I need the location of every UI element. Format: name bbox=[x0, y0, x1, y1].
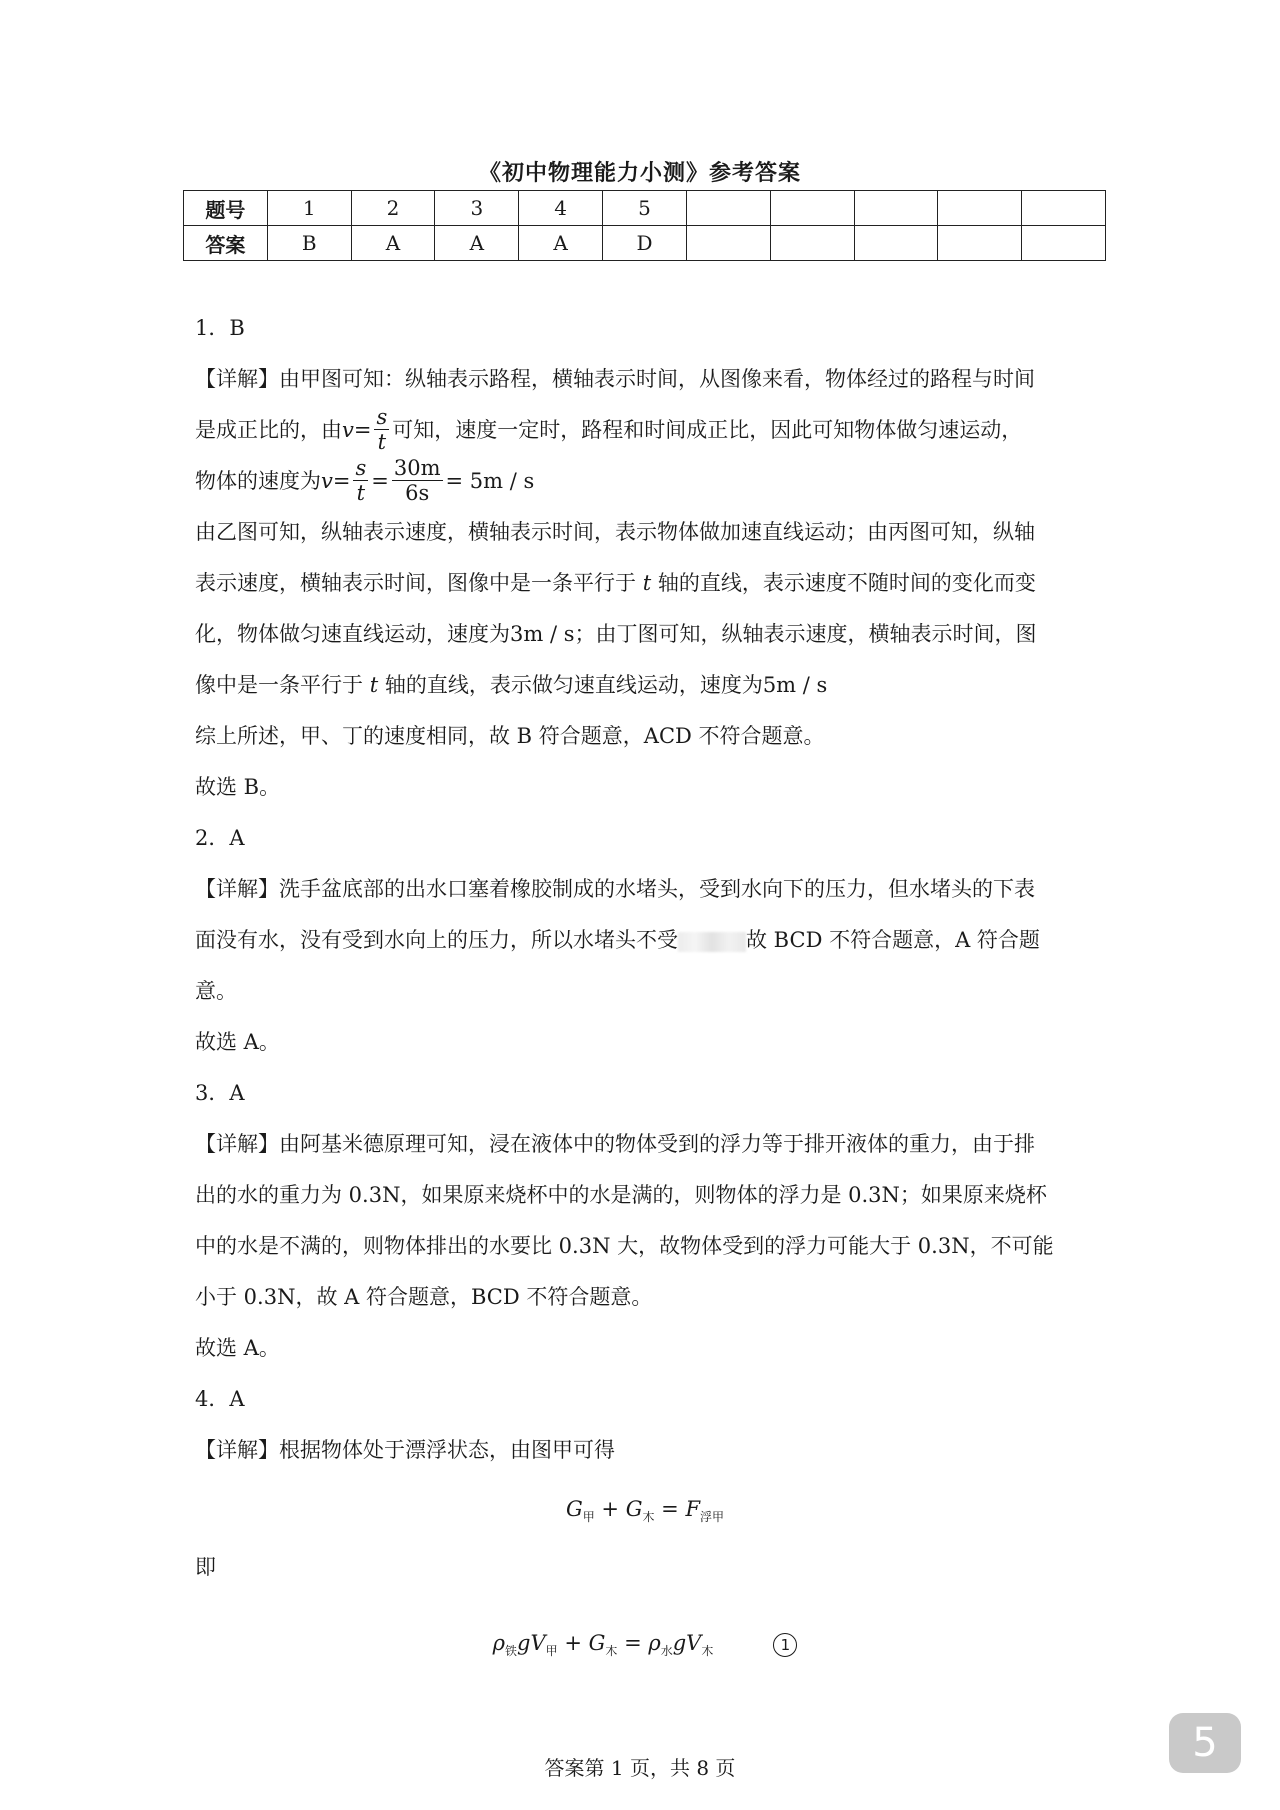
text-segment: 可知，速度一定时，路程和时间成正比，因此可知物体做匀速运动， bbox=[392, 418, 1023, 442]
equation-buoyancy-2 bbox=[195, 1593, 1095, 1693]
fraction-30m-over-6s bbox=[392, 456, 443, 505]
text-segment: 像中是一条平行于 bbox=[195, 673, 363, 697]
q3-detail-line: 【详解】由阿基米德原理可知，浸在液体中的物体受到的浮力等于排开液体的重力，由于排 bbox=[195, 1132, 1035, 1156]
table-cell bbox=[938, 226, 1022, 261]
table-cell: A bbox=[435, 226, 519, 261]
table-row bbox=[184, 191, 1106, 226]
table-header-number: 题号 bbox=[184, 191, 268, 226]
table-cell bbox=[854, 226, 938, 261]
table-cell: 5 bbox=[603, 191, 687, 226]
denominator: 6s bbox=[405, 481, 430, 505]
q4-text-ji: 即 bbox=[195, 1555, 216, 1579]
var-G: G bbox=[625, 1497, 643, 1521]
subscript: 甲 bbox=[582, 1510, 595, 1525]
q3-heading: 3．A bbox=[195, 1081, 245, 1105]
subscript: 木 bbox=[605, 1644, 618, 1659]
plus-sign: + bbox=[557, 1631, 589, 1655]
var-g: g bbox=[672, 1631, 687, 1655]
denominator: t bbox=[377, 430, 387, 454]
text-segment: 是成正比的，由 bbox=[195, 418, 342, 442]
table-cell bbox=[686, 226, 770, 261]
q3-detail-line: 小于 0.3N，故 A 符合题意，BCD 不符合题意。 bbox=[195, 1285, 653, 1309]
fraction-s-over-t bbox=[353, 456, 368, 505]
text-segment: 表示速度，横轴表示时间，图像中是一条平行于 bbox=[195, 571, 636, 595]
table-cell: A bbox=[519, 226, 603, 261]
text-segment: = 5m / s bbox=[445, 469, 535, 493]
plus-sign: + bbox=[594, 1497, 626, 1521]
q3-detail-line: 中的水是不满的，则物体排出的水要比 0.3N 大，故物体受到的浮力可能大于 0.3N，不可能 bbox=[195, 1234, 1054, 1258]
var-F: F bbox=[685, 1497, 701, 1521]
q1-detail-line bbox=[195, 558, 1095, 609]
answer-body bbox=[195, 303, 1095, 1693]
table-cell bbox=[770, 226, 854, 261]
text-segment: 面没有水，没有受到水向上的压力，所以水堵头不受 bbox=[195, 928, 678, 952]
equals-sign: = bbox=[353, 418, 372, 442]
table-cell bbox=[854, 191, 938, 226]
table-cell: 4 bbox=[519, 191, 603, 226]
q1-detail-line: 化，物体做匀速直线运动，速度为3m / s；由丁图可知，纵轴表示速度，横轴表示时间，图 bbox=[195, 622, 1037, 646]
q1-detail-line: 【详解】由甲图可知：纵轴表示路程，横轴表示时间，从图像来看，物体经过的路程与时间 bbox=[195, 367, 1035, 391]
var-rho: ρ bbox=[648, 1631, 661, 1655]
var-G: G bbox=[588, 1631, 606, 1655]
page-number-badge: 5 bbox=[1169, 1713, 1241, 1773]
q2-heading: 2．A bbox=[195, 826, 245, 850]
q2-detail-line bbox=[195, 915, 1095, 966]
q2-conclusion: 故选 A。 bbox=[195, 1030, 280, 1054]
q1-detail-line bbox=[195, 456, 1095, 507]
text-segment: 轴的直线，表示做匀速直线运动，速度为5m / s bbox=[384, 673, 828, 697]
text-segment: 故 BCD 不符合题意，A 符合题 bbox=[746, 928, 1040, 952]
page-footer: 答案第 1 页，共 8 页 bbox=[544, 1756, 736, 1780]
equals-sign: = bbox=[371, 469, 389, 493]
table-cell: 1 bbox=[267, 191, 351, 226]
q1-detail-line bbox=[195, 660, 1095, 711]
table-cell: D bbox=[603, 226, 687, 261]
q3-detail-line: 出的水的重力为 0.3N，如果原来烧杯中的水是满的，则物体的浮力是 0.3N；如果原来烧杯 bbox=[195, 1183, 1047, 1207]
table-cell: 2 bbox=[351, 191, 435, 226]
table-row bbox=[184, 226, 1106, 261]
var-rho: ρ bbox=[492, 1631, 505, 1655]
var-G: G bbox=[565, 1497, 583, 1521]
table-cell bbox=[686, 191, 770, 226]
q3-conclusion: 故选 A。 bbox=[195, 1336, 280, 1360]
q1-detail-line: 综上所述，甲、丁的速度相同，故 B 符合题意，ACD 不符合题意。 bbox=[195, 724, 825, 748]
var-V: V bbox=[686, 1631, 702, 1655]
q4-heading: 4．A bbox=[195, 1387, 245, 1411]
obscured-text bbox=[678, 932, 746, 952]
text-segment: 轴的直线，表示速度不随时间的变化而变 bbox=[657, 571, 1036, 595]
table-cell: B bbox=[267, 226, 351, 261]
q1-conclusion: 故选 B。 bbox=[195, 775, 281, 799]
numerator: s bbox=[376, 405, 388, 429]
q1-detail-line bbox=[195, 405, 1095, 456]
answer-table bbox=[183, 190, 1106, 261]
var-v: v bbox=[321, 469, 333, 493]
numerator: 30m bbox=[393, 456, 441, 480]
var-t: t bbox=[642, 571, 652, 595]
subscript: 水 bbox=[660, 1644, 673, 1659]
table-header-answer: 答案 bbox=[184, 226, 268, 261]
equals-sign: = bbox=[654, 1497, 686, 1521]
var-v: v bbox=[342, 418, 354, 442]
subscript: 浮甲 bbox=[700, 1510, 725, 1525]
q2-detail-line: 意。 bbox=[195, 979, 237, 1003]
equation-number-marker: 1 bbox=[773, 1633, 797, 1657]
fraction-s-over-t bbox=[374, 405, 389, 454]
table-cell: 3 bbox=[435, 191, 519, 226]
table-cell bbox=[1022, 226, 1106, 261]
var-t: t bbox=[369, 673, 379, 697]
q2-detail-line: 【详解】洗手盆底部的出水口塞着橡胶制成的水堵头，受到水向下的压力，但水堵头的下表 bbox=[195, 877, 1035, 901]
page-title: 《初中物理能力小测》参考答案 bbox=[478, 160, 801, 186]
table-cell bbox=[938, 191, 1022, 226]
equals-sign: = bbox=[332, 469, 351, 493]
var-V: V bbox=[530, 1631, 546, 1655]
table-cell bbox=[770, 191, 854, 226]
q4-detail-line: 【详解】根据物体处于漂浮状态，由图甲可得 bbox=[195, 1438, 615, 1462]
q1-detail-line: 由乙图可知，纵轴表示速度，横轴表示时间，表示物体做加速直线运动；由丙图可知，纵轴 bbox=[195, 520, 1035, 544]
subscript: 铁 bbox=[504, 1644, 517, 1659]
table-cell bbox=[1022, 191, 1106, 226]
subscript: 木 bbox=[642, 1510, 655, 1525]
subscript: 木 bbox=[701, 1644, 714, 1659]
text-segment: 物体的速度为 bbox=[195, 469, 321, 493]
table-cell: A bbox=[351, 226, 435, 261]
subscript: 甲 bbox=[545, 1644, 558, 1659]
denominator: t bbox=[356, 481, 366, 505]
equals-sign: = bbox=[617, 1631, 649, 1655]
q1-heading: 1．B bbox=[195, 316, 245, 340]
numerator: s bbox=[355, 456, 367, 480]
var-g: g bbox=[517, 1631, 531, 1655]
equation-buoyancy-1 bbox=[195, 1476, 1095, 1542]
